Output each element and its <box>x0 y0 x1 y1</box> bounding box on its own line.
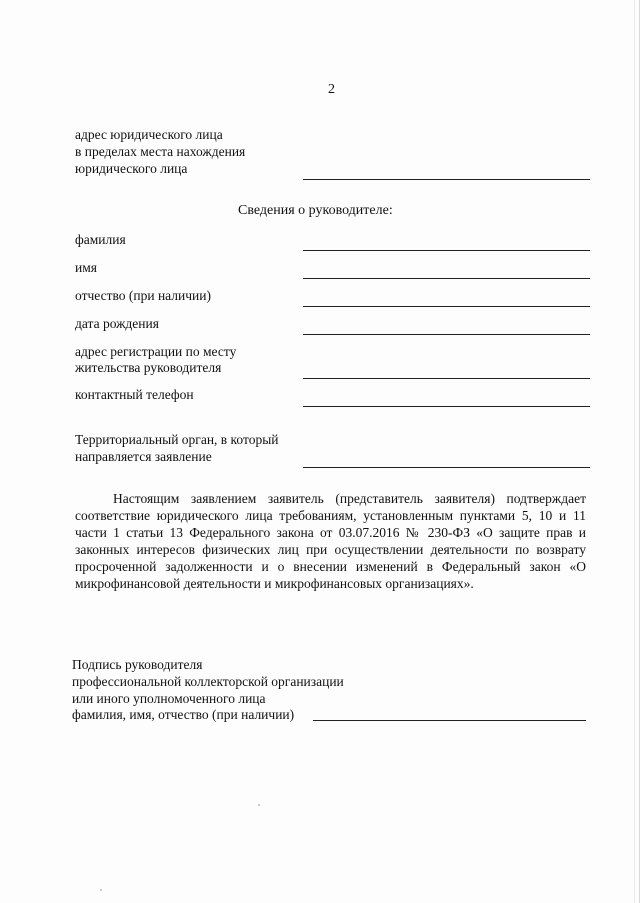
patronymic-field-line[interactable] <box>303 306 590 307</box>
signature-label-line-2: профессиональной коллекторской организации <box>72 674 344 689</box>
territorial-body-label-line-2: направляется заявление <box>75 449 212 464</box>
registration-address-label-line-1: адрес регистрации по месту <box>75 344 237 359</box>
name-field-line[interactable] <box>303 278 590 279</box>
name-label: имя <box>75 260 97 275</box>
signature-label-line-4: фамилия, имя, отчество (при наличии) <box>72 707 295 722</box>
legal-address-label-line-1: адрес юридического лица <box>75 127 223 142</box>
statement-text: Настоящим заявлением заявитель (представитель заявителя) подтверждает соответствие юридического лица требованиям, установленным пунктами 5, 10 и 11 части 1 статьи 13 Федерального закона от 03.07.2016 № 230-ФЗ «О защите прав и законных интересов физических лиц при осуществлении деятельности по возврату просроченной задолженности и о внесении изменений в Федеральный закон «О микрофинансовой деятельности и микрофинансовых организациях». <box>75 491 586 591</box>
birth-date-field-line[interactable] <box>303 334 590 335</box>
legal-address-label-line-2: в пределах места нахождения <box>75 144 246 159</box>
page-number: 2 <box>328 82 335 97</box>
registration-address-label-line-2: жительства руководителя <box>75 360 222 375</box>
territorial-body-label-line-1: Территориальный орган, в который <box>75 432 279 447</box>
surname-field-line[interactable] <box>303 250 590 251</box>
signature-field-line[interactable] <box>313 720 586 721</box>
legal-address-label-line-3: юридического лица <box>75 161 188 176</box>
patronymic-label: отчество (при наличии) <box>75 288 211 303</box>
signature-label-line-1: Подпись руководителя <box>72 657 203 672</box>
section-heading: Сведения о руководителе: <box>238 203 393 218</box>
statement-paragraph <box>75 490 586 592</box>
scan-speck <box>100 889 102 891</box>
phone-field-line[interactable] <box>303 406 590 407</box>
phone-label: контактный телефон <box>75 387 194 402</box>
legal-address-field-line[interactable] <box>303 179 590 180</box>
registration-address-field-line[interactable] <box>303 378 590 379</box>
territorial-body-field-line[interactable] <box>303 467 590 468</box>
birth-date-label: дата рождения <box>75 316 159 331</box>
scan-speck <box>258 804 260 806</box>
surname-label: фамилия <box>75 232 126 247</box>
signature-label-line-3: или иного уполномоченного лица <box>72 691 266 706</box>
